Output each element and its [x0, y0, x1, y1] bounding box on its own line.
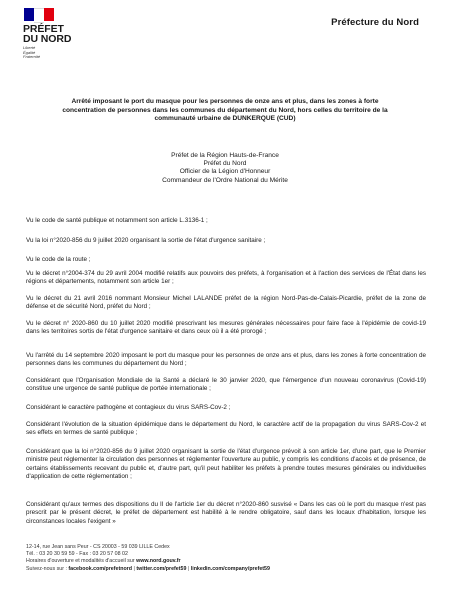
- footer-follow-label: Suivez-nous sur :: [26, 565, 67, 572]
- footer-facebook-link[interactable]: facebook.com/prefetnord: [68, 565, 132, 572]
- signatory-line3: Officier de la Légion d'Honneur: [179, 168, 271, 176]
- paragraph-vu-arrete-14-septembre: Vu l'arrêté du 14 septembre 2020 imposant le port du masque pour les personnes de onze ans et plus, dans les zones à forte concentration de personnes dans les communes du département du Nord ;: [26, 352, 426, 368]
- footer-hours: [26, 558, 406, 565]
- footer-twitter-link[interactable]: twitter.com/prefet59: [136, 565, 187, 572]
- footer-social: [26, 566, 406, 573]
- logo-title: [23, 24, 103, 44]
- signatory-line4: Commandeur de l'Ordre National du Mérite: [162, 176, 288, 184]
- paragraph-considerant-oms: Considérant que l'Organisation Mondiale de la Santé a déclaré le 30 janvier 2020, que l'émergence d'un nouveau coronavirus (Covid-19) constitue une urgence de santé publique de portée internationale ;: [26, 377, 426, 393]
- footer-website-link[interactable]: www.nord.gouv.fr: [136, 558, 181, 565]
- logo-line1: PRÉFET: [23, 23, 64, 35]
- marianne-logo: [23, 8, 103, 60]
- footer-address: 12-14, rue Jean sans Peur - CS 20003 - 59 039 LILLE Cedex: [26, 544, 170, 550]
- decree-title: [33, 98, 417, 124]
- motto-fraternite: Fraternité: [23, 54, 41, 59]
- motto-egalite: Égalité: [23, 49, 36, 55]
- decree-title-line2: concentration de personnes dans les communes du département du Nord, hors celles du territoire de la: [62, 106, 388, 114]
- footer-linkedin-link[interactable]: linkedin.com/company/prefet59: [190, 565, 270, 572]
- prefecture-heading: Préfecture du Nord: [331, 17, 419, 28]
- paragraph-considerant-pathogene: Considérant le caractère pathogène et contagieux du virus SARS-Cov-2 ;: [26, 404, 231, 411]
- decree-title-line3: communauté urbaine de DUNKERQUE (CUD): [154, 115, 296, 123]
- signatory-line1: Préfet de la Région Hauts-de-France: [171, 152, 279, 159]
- footer-separator-2: |: [187, 565, 190, 572]
- decree-title-line1: Arrêté imposant le port du masque pour les personnes de onze ans et plus, dans les zones à forte: [71, 98, 379, 105]
- paragraph-vu-code-sante: Vu le code de santé publique et notamment son article L.3136-1 ;: [26, 217, 208, 224]
- flag-red-stripe: [44, 8, 54, 21]
- paragraph-vu-loi-2020-856: Vu la loi n°2020-856 du 9 juillet 2020 organisant la sortie de l'état d'urgence sanitaire ;: [26, 237, 266, 244]
- paragraph-considerant-evolution: Considérant l'évolution de la situation épidémique dans le département du Nord, le caractère actif de la propagation du virus SARS-Cov-2 et ses effets en termes de santé publique ;: [26, 421, 426, 437]
- tricolor-flag-icon: [24, 8, 54, 21]
- flag-white-stripe: [34, 8, 44, 23]
- footer-separator-1: |: [133, 565, 135, 572]
- paragraph-vu-decret-2004: Vu le décret n°2004-374 du 29 avril 2004 modifié relatifs aux pouvoirs des préfets, à l'organisation et à l'action des services de l'État dans les régions et départements, notamment son article 1er ;: [26, 270, 426, 286]
- page-footer: [26, 544, 406, 573]
- logo-line2: DU NORD: [23, 33, 72, 45]
- paragraph-vu-decret-2016: Vu le décret du 21 avril 2016 nommant Monsieur Michel LALANDE préfet de la région Nord-Pas-de-Calais-Picardie, préfet de la zone de défense et de sécurité Nord, préfet du Nord ;: [26, 295, 426, 311]
- paragraph-considerant-decret: Considérant qu'aux termes des dispositions du II de l'article 1er du décret n°2020-860 susvisé « Dans les cas où le port du masque n'est pas prescrit par le présent décret, le préfet de département est habilité à le rendre obligatoire, sauf dans les locaux d'habitation, lorsque les circonstances locales l'exigent »: [26, 501, 426, 525]
- flag-blue-stripe: [24, 8, 34, 21]
- paragraph-considerant-loi: Considérant que la loi n°2020-856 du 9 juillet 2020 organisant la sortie de l'état d'urgence prévoit à son article 1er, d'une part, que le Premier ministre peut réglementer la circulation des personnes et réglementer l'ouverture au public, y compris les conditions d'accès et de présence, de certains établissements recevant du public et, d'autre part, qu'il peut habiliter les préfets à prendre toutes mesures générales ou individuelles d'application de cette réglementation ;: [26, 448, 426, 481]
- motto-liberte: Liberté: [23, 45, 36, 50]
- paragraph-vu-decret-2020-860: Vu le décret n° 2020-860 du 10 juillet 2020 modifié prescrivant les mesures générales nécessaires pour faire face à l'épidémie de covid-19 dans les territoires sortis de l'état d'urgence sanitaire et dans ceux où il a été prorogé ;: [26, 320, 426, 336]
- signatory-line2: Préfet du Nord: [203, 160, 247, 168]
- republic-motto: [23, 46, 103, 60]
- footer-phone: Tél. : 03 20 30 59 59 - Fax : 03 20 57 08 02: [26, 551, 128, 558]
- signatory-block: [100, 152, 350, 185]
- paragraph-vu-code-route: Vu le code de la route ;: [26, 256, 91, 263]
- footer-hours-label: Horaires d'ouverture et modalités d'accueil sur: [26, 558, 135, 565]
